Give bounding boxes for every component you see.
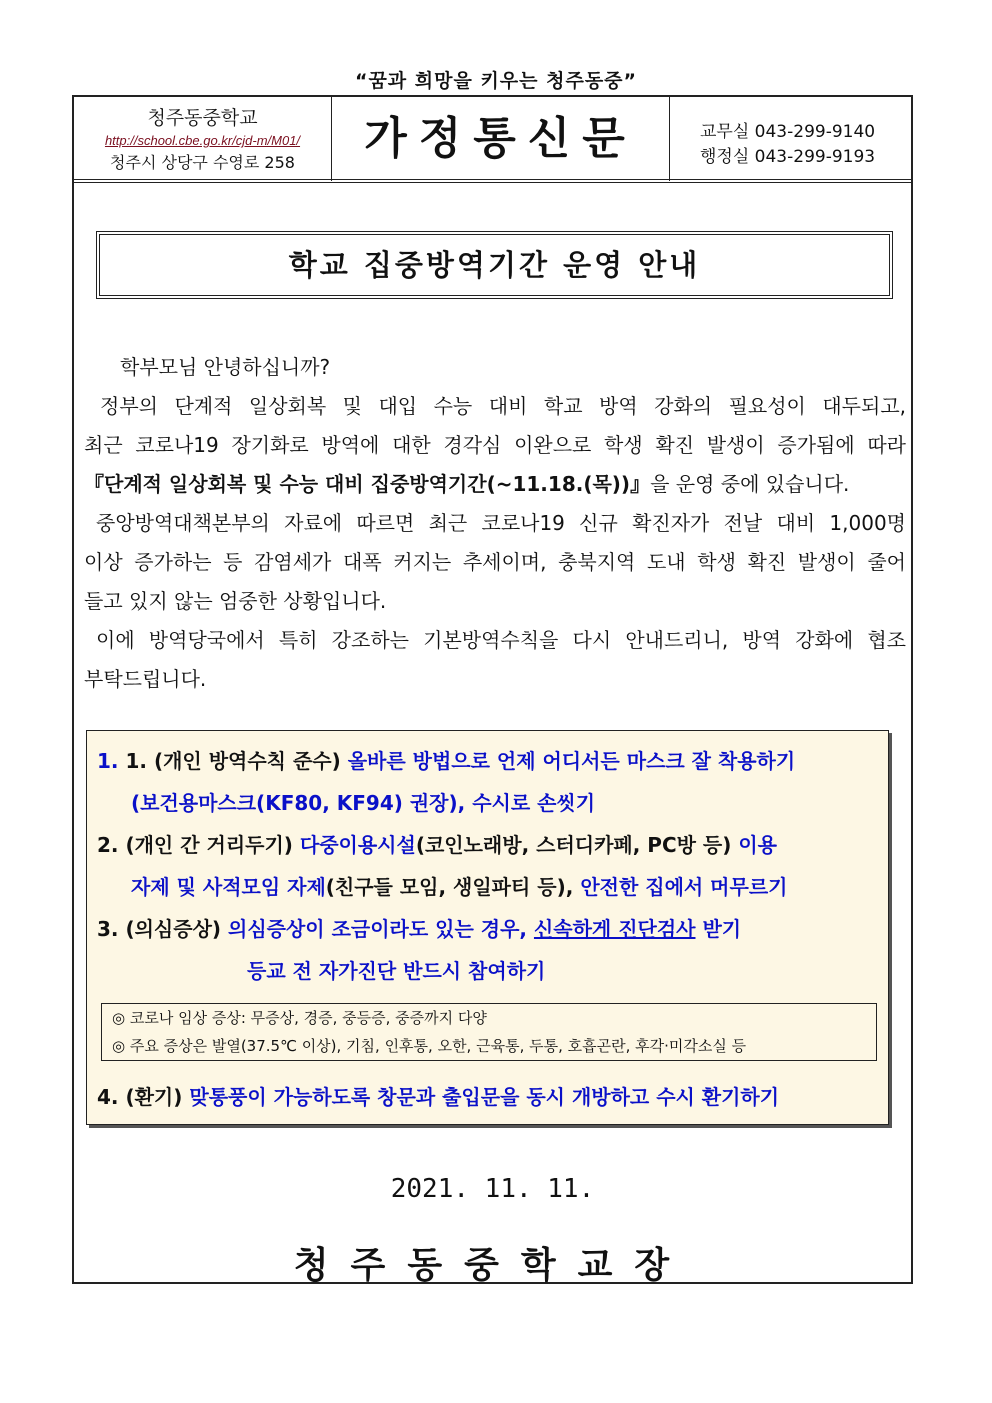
school-name: 청주동중학교	[147, 107, 258, 129]
paragraph-line: 부탁드립니다.	[84, 667, 207, 691]
rule-heading: 2. (개인 간 거리두기)	[97, 833, 293, 857]
paragraph-line: 들고 있지 않는 엄중한 상황입니다.	[84, 589, 387, 613]
rules-box	[86, 730, 889, 1125]
paragraph-line	[84, 465, 906, 504]
rule-text: 올바른 방법으로 언제 어디서든 마스크 잘 착용하기	[347, 749, 796, 773]
symptom-line: ◎ 주요 증상은 발열(37.5℃ 이상), 기침, 인후통, 오한, 근육통, 두통, 호흡곤란, 후각·미각소실 등	[112, 1037, 747, 1055]
campaign-period: 『단계적 일상회복 및 수능 대비 집중방역기간(~11.18.(목))』	[84, 472, 651, 496]
header	[74, 97, 911, 183]
paragraph-line: 정부의 단계적 일상회복 및 대입 수능 대비 학교 방역 강화의 필요성이 대두되고,	[100, 394, 906, 418]
rule-2	[97, 829, 777, 858]
rule-3	[97, 913, 741, 942]
paragraph-line: 이에 방역당국에서 특히 강조하는 기본방역수칙을 다시 안내드리니, 방역 강화에 협조	[96, 628, 906, 652]
school-address: 청주시 상당구 수영로 258	[110, 153, 295, 172]
rule-text: 안전한 집에서 머무르기	[580, 875, 788, 899]
principal-signature: 청주동중학교장	[293, 1244, 692, 1286]
rule-text: 맞통풍이 가능하도록 창문과 출입문을 동시 개방하고 수시 환기하기	[189, 1085, 780, 1109]
paragraph-line: 최근 코로나19 장기화로 방역에 대한 경각심 이완으로 학생 확진 발생이 증가됨에 따라	[84, 433, 906, 457]
rule-1	[97, 745, 795, 774]
newsletter-frame	[72, 95, 913, 1284]
rule-heading: 4. (환기)	[97, 1085, 183, 1109]
rule-1-cont: (보건용마스크(KF80, KF94) 권장), 수시로 손씻기	[131, 791, 596, 815]
letter-body	[84, 348, 906, 699]
rule-text: 의심증상이 조금이라도 있는 경우,	[228, 917, 527, 941]
contact-admin-office: 행정실 043-299-9193	[700, 147, 876, 167]
contact-academic-office: 교무실 043-299-9140	[700, 122, 876, 142]
rule-heading: 1. (개인 방역수칙 준수)	[125, 749, 341, 773]
notice-title: 학교 집중방역기간 운영 안내	[288, 248, 701, 282]
symptom-line: ◎ 코로나 임상 증상: 무증상, 경증, 중등증, 중증까지 다양	[112, 1009, 487, 1027]
rule-text-emphasis: 신속하게 진단검사	[533, 917, 696, 941]
school-url-link[interactable]: http://school.cbe.go.kr/cjd-m/M01/	[104, 133, 301, 148]
newsletter-title: 가정통신문	[364, 113, 637, 164]
contact-info	[670, 97, 913, 181]
rule-4	[97, 1081, 779, 1110]
rule-text: 다중이용시설	[299, 833, 416, 857]
rule-text: 이용	[738, 833, 777, 857]
issue-date: 2021. 11. 11.	[390, 1174, 595, 1204]
rule-3-cont: 등교 전 자가진단 반드시 참여하기	[247, 959, 546, 983]
rule-text-detail: (코인노래방, 스터디카페, PC방 등)	[415, 833, 732, 857]
paragraph-line: 이상 증가하는 등 감염세가 대폭 커지는 추세이며, 충북지역 도내 학생 확진 발생이 줄어	[84, 550, 906, 574]
symptoms-box	[101, 1003, 877, 1061]
rule-text: 자제 및 사적모임 자제	[131, 875, 326, 899]
rule-number: 1.	[97, 749, 126, 773]
school-info	[74, 97, 332, 181]
rule-text: 받기	[702, 917, 742, 941]
paragraph-text: 을 운영 중에 있습니다.	[650, 472, 850, 496]
rule-2-cont	[131, 871, 787, 900]
greeting: 학부모님 안녕하십니까?	[120, 355, 331, 379]
slogan: “꿈과 희망을 키우는 청주동중”	[354, 70, 638, 92]
paragraph-line: 중앙방역대책본부의 자료에 따르면 최근 코로나19 신규 확진자가 전날 대비 1,000명	[96, 511, 906, 535]
rule-heading: 3. (의심증상)	[97, 917, 222, 941]
rule-text-detail: (친구들 모임, 생일파티 등),	[325, 875, 574, 899]
notice-title-box	[96, 231, 893, 299]
newsletter-title-cell	[332, 97, 670, 181]
